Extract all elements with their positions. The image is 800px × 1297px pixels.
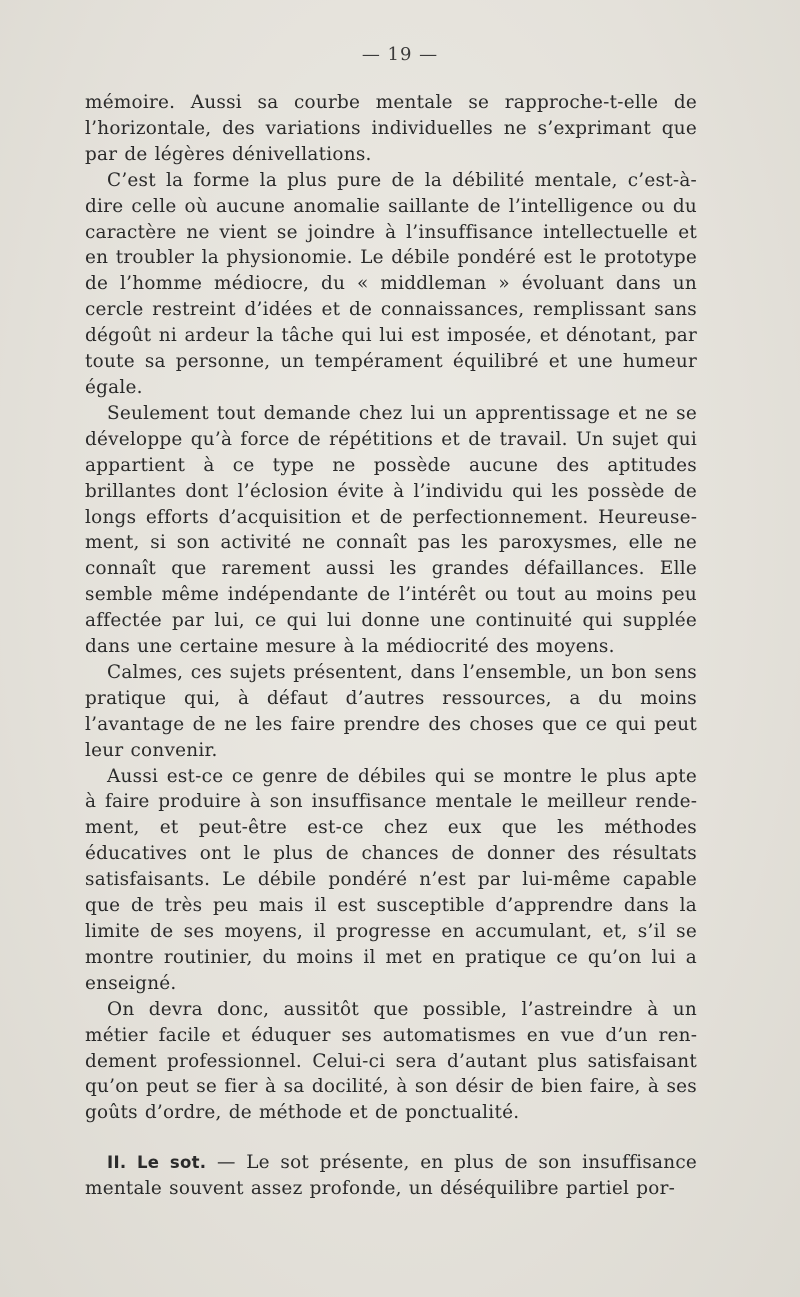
paragraph-2: C’est la forme la plus pure de la débilité mentale, c’est-à-dire celle où aucune anomalie saillante de l’intelligence ou du caractère ne vient se joindre à l’insuffisance intellectuelle et en troubler la physionomie. Le débile pondéré est le prototype de l’homme médiocre, du « middleman » évoluant dans un cercle restreint d’idées et de connaissances, remplissant sans dégoût ni ardeur la tâche qui lui est imposée, et dénotant, par toute sa personne, un tempérament équilibré et une humeur égale. — [85, 169, 697, 398]
section-heading: II. Le sot. — [107, 1153, 207, 1173]
paragraph-4: Calmes, ces sujets présentent, dans l’ensemble, un bon sens pratique qui, à défaut d’autres ressources, a du moins l’avantage de ne les faire prendre des choses que ce qui peut leur convenir. — [85, 661, 697, 761]
paragraph-1: mémoire. Aussi sa courbe mentale se rapproche-t-elle de l’horizontale, des variations individuelles ne s’exprimant que par de légères dénivellations. — [85, 92, 697, 165]
page-body — [85, 90, 697, 1202]
paragraph-3: Seulement tout demande chez lui un apprentissage et ne se développe qu’à force de répétitions et de travail. Un sujet qui appartient à ce type ne possède aucune des aptitudes brillantes dont l’éclosion évite à l’individu qui les possède de longs efforts d’acquisition et de perfectionnement. Heureusement, si son activité ne connaît pas les paroxysmes, elle ne connaît que rarement aussi les grandes défaillances. Elle semble même indépendante de l’intérêt ou tout au moins peu affectée par lui, ce qui lui donne une continuité qui supplée dans une certaine mesure à la médiocrité des moyens. — [85, 402, 697, 658]
section-text: — Le sot présente, en plus de son insuffisance mentale souvent assez profonde, un déséquilibre partiel por- — [85, 1152, 698, 1200]
page-number: — 19 — — [361, 44, 439, 65]
paragraph-5: Aussi est-ce ce genre de débiles qui se montre le plus apte à faire produire à son insuffisance mentale le meilleur rendement, et peut-être est-ce chez eux que les méthodes éducatives ont le plus de chances de donner des résultats satisfaisants. Le débile pondéré n’est par lui-même capable que de très peu mais il est susceptible d’apprendre dans la limite de ses moyens, il progresse en accumulant, et, s’il se montre routinier, du moins il met en pratique ce qu’on lui a enseigné. — [85, 765, 697, 994]
paragraph-6: On devra donc, aussitôt que possible, l’astreindre à un métier facile et éduquer ses automatismes en vue d’un rendement professionnel. Celui-ci sera d’autant plus satisfaisant qu’on peut se fier à sa docilité, à son désir de bien faire, à ses goûts d’ordre, de méthode et de ponctualité. — [85, 998, 697, 1124]
section-paragraph — [85, 1150, 697, 1202]
